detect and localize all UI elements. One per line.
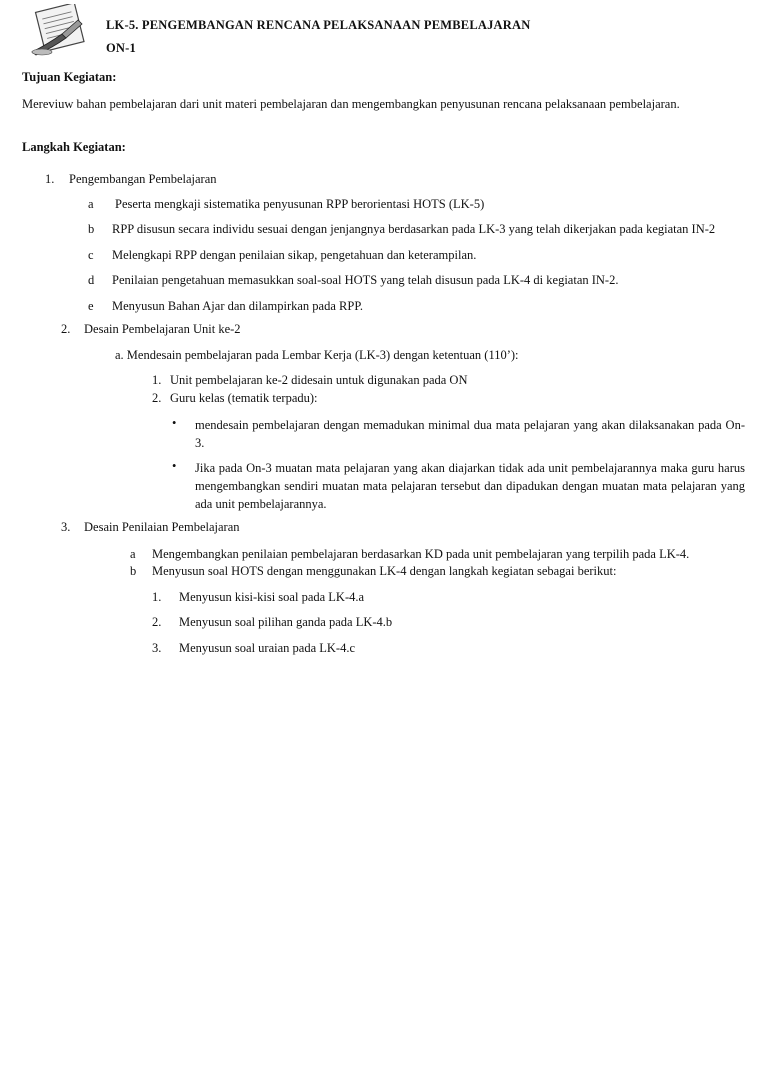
s2-n1-text: Unit pembelajaran ke-2 didesain untuk digunakan pada ON [170, 373, 468, 387]
s2-bullet-1: mendesain pembelajaran dengan memadukan minimal dua mata pelajaran yang akan dilaksanakan pada On-3. [195, 418, 745, 450]
s1-item-c-text: Melengkapi RPP dengan penilaian sikap, pengetahuan dan keterampilan. [112, 248, 477, 262]
s2-n2-text: Guru kelas (tematik terpadu): [170, 391, 318, 405]
s3-item-b-marker: b [130, 564, 137, 578]
s3-step-1-number: 1. [152, 590, 162, 604]
writing-paper-quill-icon [28, 4, 92, 58]
s1-item-d-text: Penilaian pengetahuan memasukkan soal-soal HOTS yang telah disusun pada LK-4 di kegiatan IN-2. [112, 273, 619, 287]
langkah-heading: Langkah Kegiatan: [22, 140, 126, 154]
document-subtitle: ON-1 [106, 41, 136, 55]
s1-item-c-marker: c [88, 248, 94, 262]
s3-step-2-text: Menyusun soal pilihan ganda pada LK-4.b [179, 615, 393, 629]
s2-n1-number: 1. [152, 373, 162, 387]
s1-item-b-marker: b [88, 222, 95, 236]
s3-item-b-text: Menyusun soal HOTS dengan menggunakan LK-4 dengan langkah kegiatan sebagai berikut: [152, 564, 617, 578]
bullet-icon: • [172, 416, 177, 430]
s1-item-e-marker: e [88, 299, 94, 313]
s2-item-a: a. Mendesain pembelajaran pada Lembar Kerja (LK-3) dengan ketentuan (110’): [115, 348, 519, 362]
s3-step-3-text: Menyusun soal uraian pada LK-4.c [179, 641, 355, 655]
s3-item-a-text: Mengembangkan penilaian pembelajaran berdasarkan KD pada unit pembelajaran yang terpilih pada LK-4. [152, 547, 690, 561]
s1-item-d-marker: d [88, 273, 95, 287]
s1-item-b-text: RPP disusun secara individu sesuai dengan jenjangnya berdasarkan pada LK-3 yang telah dikerjakan pada kegiatan IN-2 [112, 222, 716, 236]
bullet-icon: • [172, 459, 177, 473]
section-3-number: 3. [61, 520, 71, 534]
tujuan-heading: Tujuan Kegiatan: [22, 70, 117, 84]
s1-item-a-marker: a [88, 197, 94, 211]
document-title: LK-5. PENGEMBANGAN RENCANA PELAKSANAAN PEMBELAJARAN [106, 18, 531, 32]
s1-item-a-text: Peserta mengkaji sistematika penyusunan RPP berorientasi HOTS (LK-5) [115, 197, 485, 211]
section-2-title: Desain Pembelajaran Unit ke-2 [84, 322, 241, 336]
s2-bullet-2: Jika pada On-3 muatan mata pelajaran yang akan diajarkan tidak ada unit pembelajarannya maka guru harus mengembangkan sendiri muatan mata pelajaran tersebut dan dipadukan dengan muatan mata pelajaran yang ada unit pembelajarannya. [195, 461, 745, 511]
s3-step-1-text: Menyusun kisi-kisi soal pada LK-4.a [179, 590, 365, 604]
s3-step-3-number: 3. [152, 641, 162, 655]
section-2-number: 2. [61, 322, 71, 336]
s2-n2-number: 2. [152, 391, 162, 405]
section-3-title: Desain Penilaian Pembelajaran [84, 520, 240, 534]
tujuan-text: Mereviuw bahan pembelajaran dari unit materi pembelajaran dan mengembangkan penyusunan rencana pelaksanaan pembelajaran. [22, 97, 680, 111]
section-1-number: 1. [45, 172, 55, 186]
s3-item-a-marker: a [130, 547, 136, 561]
s3-step-2-number: 2. [152, 615, 162, 629]
s1-item-e-text: Menyusun Bahan Ajar dan dilampirkan pada RPP. [112, 299, 364, 313]
section-1-title: Pengembangan Pembelajaran [69, 172, 217, 186]
